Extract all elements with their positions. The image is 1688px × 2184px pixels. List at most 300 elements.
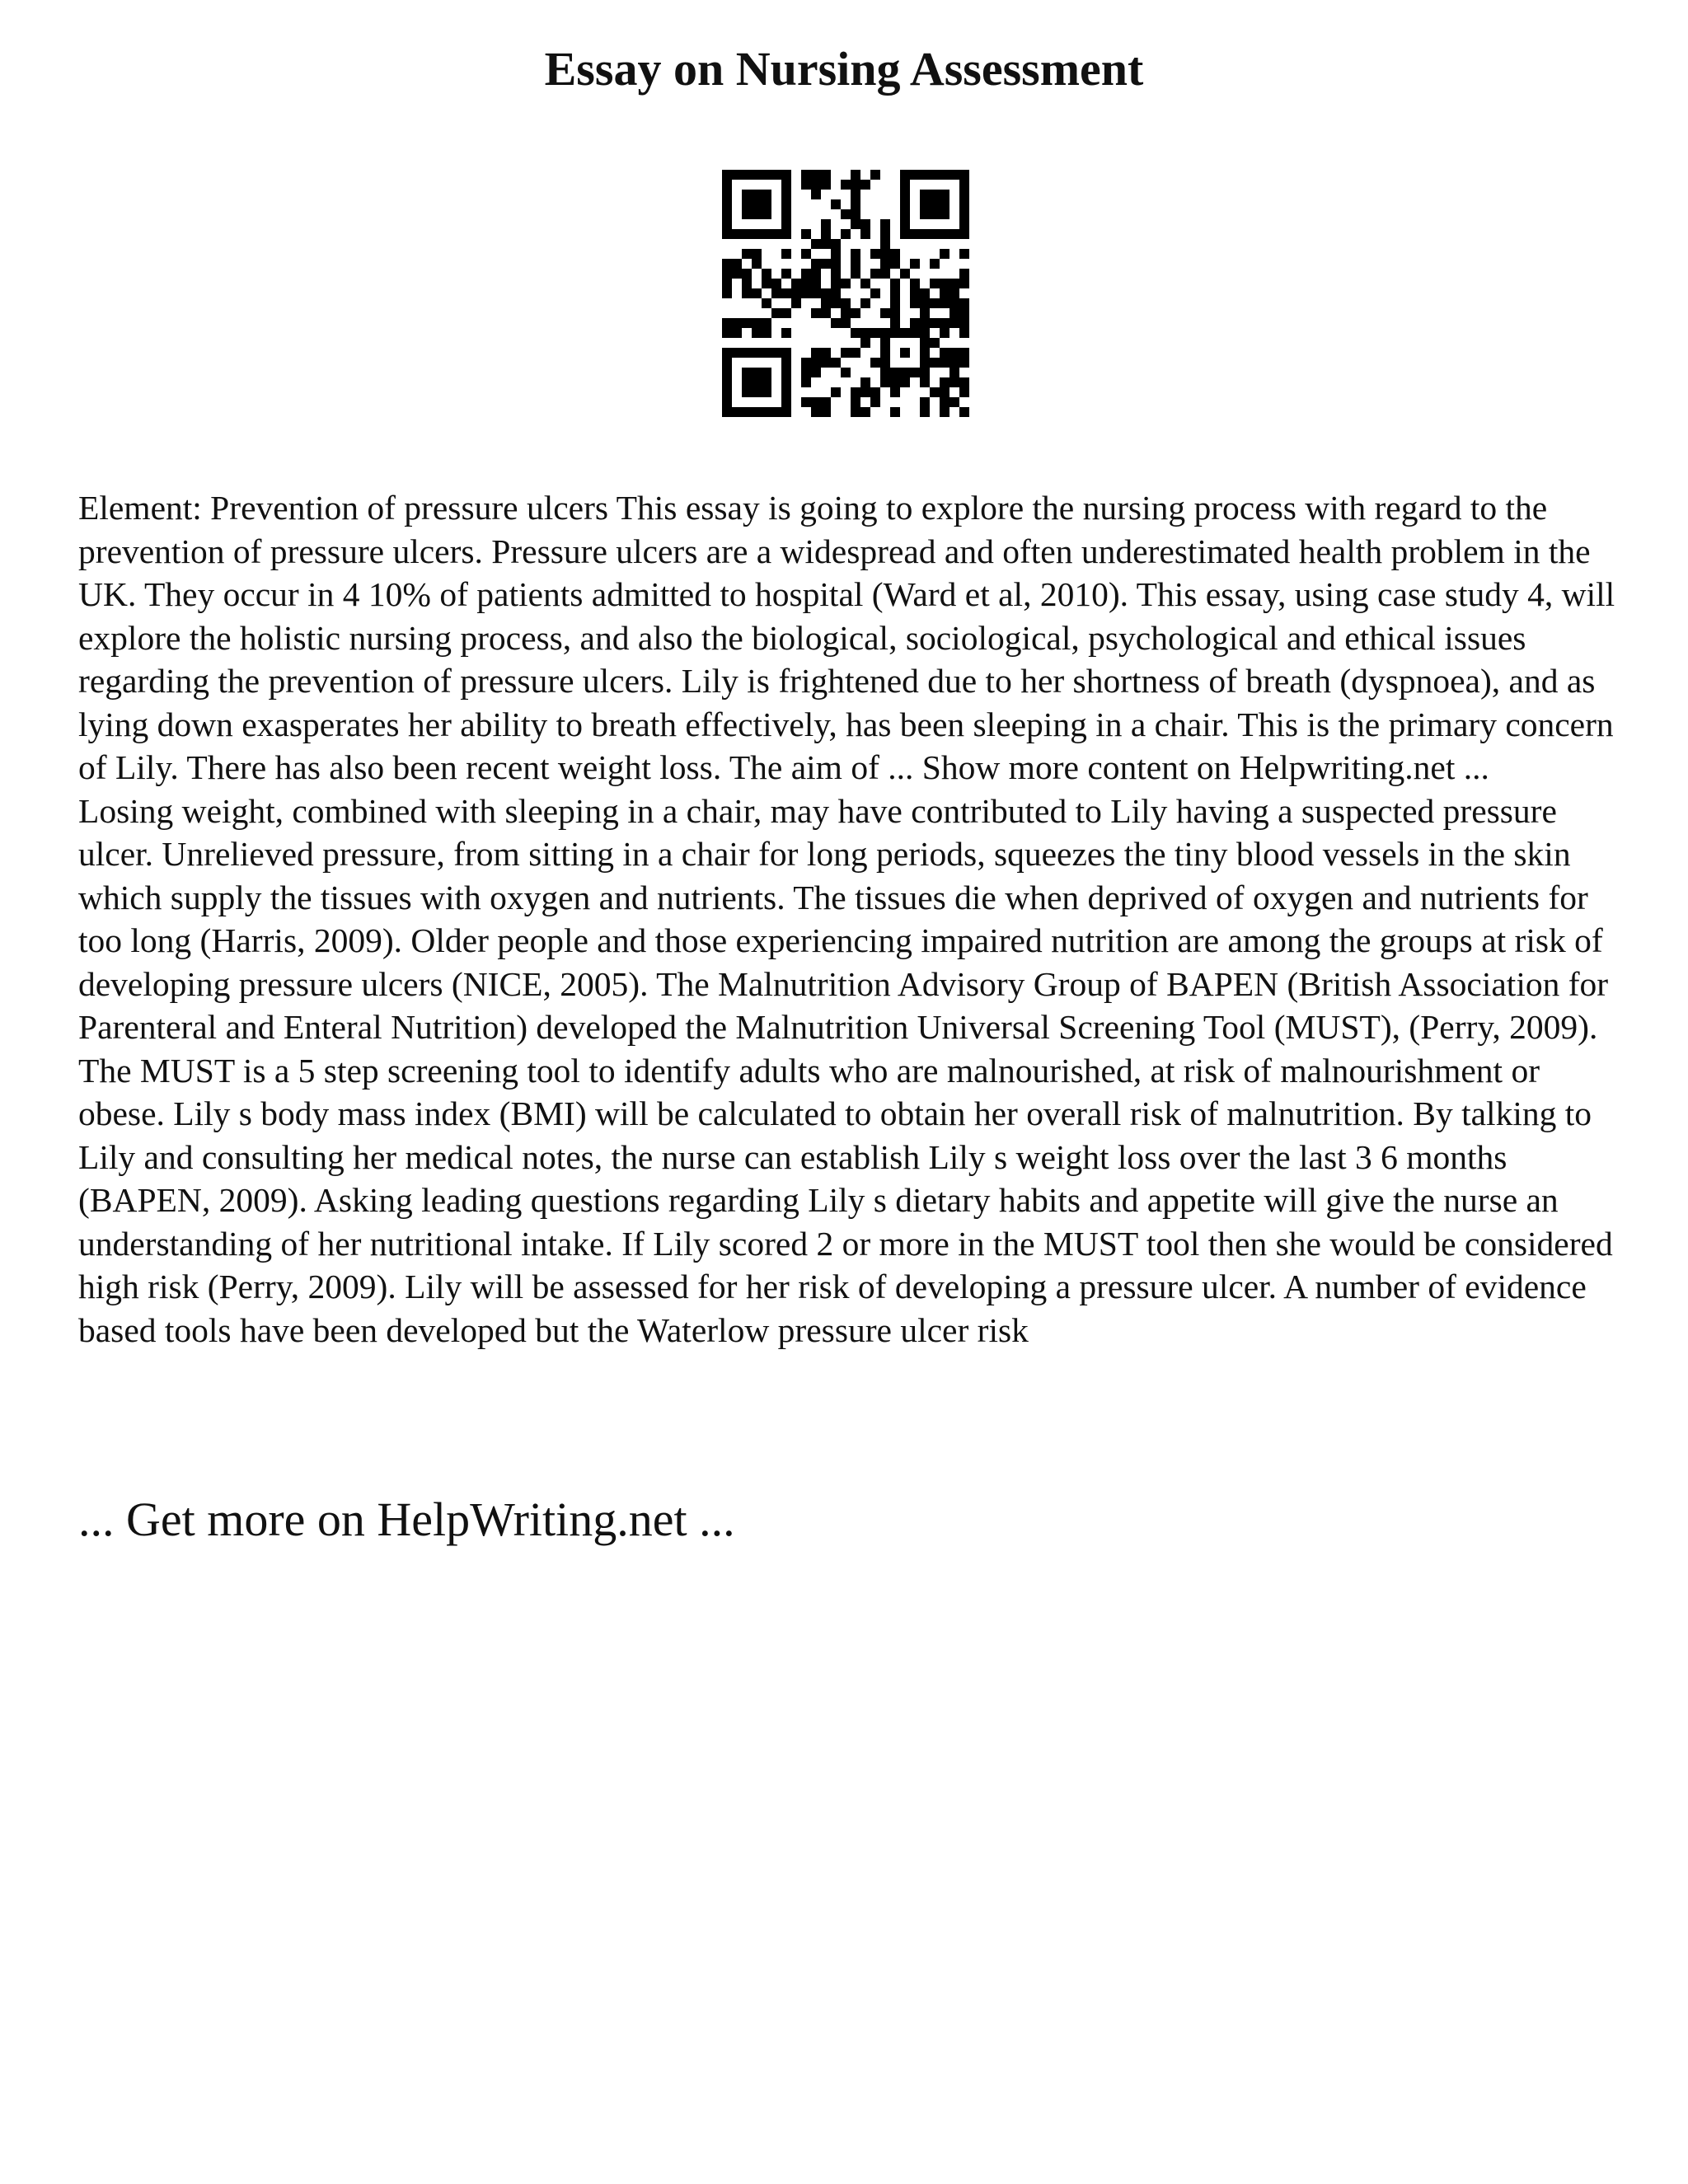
qr-module <box>910 288 920 298</box>
qr-module <box>841 229 851 239</box>
qr-module <box>781 229 791 239</box>
qr-module <box>811 190 821 199</box>
qr-module <box>890 407 900 417</box>
qr-module <box>860 328 870 338</box>
qr-module <box>890 288 900 298</box>
qr-module <box>870 288 880 298</box>
qr-module <box>959 387 969 397</box>
qr-module <box>762 387 771 397</box>
qr-module <box>781 308 791 318</box>
qr-module <box>781 348 791 358</box>
qr-module <box>959 209 969 219</box>
qr-module <box>959 348 969 358</box>
qr-module <box>860 407 870 417</box>
qr-module <box>841 180 851 190</box>
qr-module <box>890 377 900 387</box>
qr-module <box>851 348 860 358</box>
qr-module <box>762 298 771 308</box>
qr-module <box>742 249 752 259</box>
qr-module <box>920 288 930 298</box>
qr-module <box>851 328 860 338</box>
qr-module <box>851 308 860 318</box>
qr-module <box>732 348 742 358</box>
qr-module <box>732 170 742 180</box>
qr-module <box>959 308 969 318</box>
qr-module <box>900 170 910 180</box>
qr-module <box>910 328 920 338</box>
qr-module <box>781 209 791 219</box>
qr-module <box>762 170 771 180</box>
qr-module <box>811 407 821 417</box>
qr-module <box>752 209 762 219</box>
qr-module <box>851 219 860 229</box>
qr-module <box>851 209 860 219</box>
qr-module <box>722 368 732 377</box>
qr-module <box>742 199 752 209</box>
qr-module <box>890 328 900 338</box>
qr-module <box>940 229 950 239</box>
qr-module <box>781 387 791 397</box>
qr-module <box>950 279 959 288</box>
qr-module <box>920 358 930 368</box>
qr-module <box>870 269 880 279</box>
qr-module <box>900 219 910 229</box>
qr-module <box>752 259 762 269</box>
qr-module <box>910 229 920 239</box>
qr-module <box>959 249 969 259</box>
qr-module <box>851 199 860 209</box>
qr-module <box>801 170 811 180</box>
qr-module <box>959 199 969 209</box>
qr-module <box>940 298 950 308</box>
qr-module <box>930 209 940 219</box>
qr-module <box>722 377 732 387</box>
qr-module <box>890 279 900 288</box>
qr-module <box>801 397 811 407</box>
qr-module <box>742 288 752 298</box>
qr-module <box>880 368 890 377</box>
qr-module <box>959 358 969 368</box>
qr-module <box>880 358 890 368</box>
qr-module <box>870 170 880 180</box>
qr-module <box>781 377 791 387</box>
qr-module <box>910 368 920 377</box>
qr-module <box>821 219 831 229</box>
qr-module <box>860 279 870 288</box>
qr-module <box>732 229 742 239</box>
qr-module <box>811 308 821 318</box>
qr-module <box>781 249 791 259</box>
qr-module <box>920 298 930 308</box>
qr-module <box>940 249 950 259</box>
qr-module <box>801 288 811 298</box>
qr-module <box>811 269 821 279</box>
qr-module <box>851 269 860 279</box>
qr-module <box>752 368 762 377</box>
qr-module <box>910 259 920 269</box>
qr-module <box>821 170 831 180</box>
qr-module <box>771 407 781 417</box>
qr-module <box>950 298 959 308</box>
qr-module <box>880 219 890 229</box>
qr-module <box>930 190 940 199</box>
qr-module <box>959 229 969 239</box>
qr-module <box>940 279 950 288</box>
qr-module <box>851 170 860 180</box>
qr-module <box>890 259 900 269</box>
qr-module <box>940 397 950 407</box>
qr-module <box>781 269 791 279</box>
qr-module <box>851 397 860 407</box>
qr-module <box>722 170 732 180</box>
qr-module <box>752 190 762 199</box>
qr-module <box>722 397 732 407</box>
qr-module <box>781 407 791 417</box>
qr-module <box>762 279 771 288</box>
qr-module <box>900 269 910 279</box>
qr-module <box>831 259 841 269</box>
qr-module <box>801 368 811 377</box>
qr-module <box>752 328 762 338</box>
qr-module <box>851 180 860 190</box>
qr-module <box>851 249 860 259</box>
qr-module <box>791 279 801 288</box>
qr-module <box>890 368 900 377</box>
qr-module <box>959 407 969 417</box>
qr-module <box>811 239 821 249</box>
qr-module <box>841 348 851 358</box>
qr-module <box>722 209 732 219</box>
qr-module <box>742 190 752 199</box>
qr-module <box>771 308 781 318</box>
qr-module <box>821 259 831 269</box>
qr-module <box>910 279 920 288</box>
qr-module <box>722 269 732 279</box>
qr-module <box>801 229 811 239</box>
get-more-link[interactable]: ... Get more on HelpWriting.net ... <box>78 1493 735 1546</box>
qr-module <box>821 407 831 417</box>
qr-module <box>762 318 771 328</box>
qr-module <box>732 407 742 417</box>
qr-module <box>920 308 930 318</box>
qr-module <box>900 190 910 199</box>
qr-module <box>920 407 930 417</box>
qr-module <box>920 199 930 209</box>
qr-module <box>920 318 930 328</box>
qr-module <box>811 170 821 180</box>
qr-module <box>959 269 969 279</box>
qr-module <box>860 298 870 308</box>
qr-module <box>959 298 969 308</box>
qr-module <box>781 180 791 190</box>
qr-module <box>930 318 940 328</box>
qr-module <box>722 407 732 417</box>
qr-module <box>860 219 870 229</box>
qr-module <box>930 338 940 348</box>
qr-module <box>752 318 762 328</box>
qr-module <box>920 348 930 358</box>
qr-module <box>801 358 811 368</box>
qr-module <box>920 170 930 180</box>
qr-module <box>950 358 959 368</box>
qr-module <box>959 279 969 288</box>
qr-module <box>781 170 791 180</box>
essay-paragraph-2: Losing weight, combined with sleeping in a chair, may have contributed to Lily having a suspected pressure ulcer. Unrelieved pressure, from sitting in a chair for long periods, squeezes the tiny blood vessels in the skin which supply the tissues with oxygen and nutrients. The tissues die when deprived of oxygen and nutrients for too long (Harris, 2009). Older people and those experiencing impaired nutrition are among the groups at risk of developing pressure ulcers (NICE, 2005). The Malnutrition Advisory Group of BAPEN (British Association for Parenteral and Enteral Nutrition) developed the Malnutrition Universal Screening Tool (MUST), (Perry, 2009). The MUST is a 5 step screening tool to identify adults who are malnourished, at risk of malnourishment or obese. Lily s body mass index (BMI) will be calculated to obtain her overall risk of malnutrition. By talking to Lily and consulting her medical notes, the nurse can establish Lily s weight loss over the last 3 6 months (BAPEN, 2009). Asking leading questions regarding Lily s dietary habits and appetite will give the nurse an understanding of her nutritional intake. If Lily scored 2 or more in the MUST tool then she would be considered high risk (Perry, 2009). Lily will be assessed for her risk of developing a pressure ulcer. A number of evidence based tools have been developed but the Waterlow pressure ulcer risk <box>78 791 1613 1349</box>
qr-module <box>920 328 930 338</box>
qr-module <box>959 190 969 199</box>
qr-module <box>771 348 781 358</box>
qr-module <box>880 348 890 358</box>
qr-module <box>841 318 851 328</box>
qr-module <box>920 209 930 219</box>
qr-module <box>781 288 791 298</box>
qr-module <box>762 199 771 209</box>
qr-module <box>791 298 801 308</box>
qr-module <box>950 348 959 358</box>
qr-module <box>811 358 821 368</box>
qr-module <box>930 170 940 180</box>
qr-module <box>940 190 950 199</box>
qr-module <box>900 199 910 209</box>
qr-module <box>722 259 732 269</box>
qr-module <box>752 170 762 180</box>
qr-module <box>811 288 821 298</box>
qr-module <box>930 358 940 368</box>
qr-module <box>880 328 890 338</box>
qr-module <box>851 387 860 397</box>
qr-module <box>950 368 959 377</box>
qr-module <box>900 348 910 358</box>
qr-module <box>811 259 821 269</box>
qr-module <box>732 328 742 338</box>
qr-module <box>781 368 791 377</box>
qr-module <box>959 318 969 328</box>
qr-module <box>722 358 732 368</box>
qr-module <box>920 229 930 239</box>
qr-module <box>771 279 781 288</box>
qr-module <box>722 190 732 199</box>
qr-module <box>752 249 762 259</box>
qr-module <box>851 190 860 199</box>
qr-module <box>900 377 910 387</box>
qr-module <box>781 358 791 368</box>
qr-module <box>950 308 959 318</box>
qr-module <box>742 170 752 180</box>
qr-module <box>821 397 831 407</box>
qr-module <box>752 348 762 358</box>
qr-module <box>959 219 969 229</box>
qr-module <box>940 328 950 338</box>
qr-module <box>762 209 771 219</box>
qr-module <box>742 348 752 358</box>
qr-module <box>870 387 880 397</box>
qr-module <box>920 338 930 348</box>
qr-module <box>940 407 950 417</box>
qr-module <box>752 377 762 387</box>
qr-module <box>950 229 959 239</box>
qr-module <box>900 180 910 190</box>
qr-module <box>831 279 841 288</box>
qr-module <box>940 377 950 387</box>
qr-module <box>900 328 910 338</box>
qr-module <box>722 219 732 229</box>
qr-module <box>801 279 811 288</box>
qr-module <box>811 368 821 377</box>
qr-module <box>781 219 791 229</box>
qr-module <box>910 318 920 328</box>
qr-module <box>722 199 732 209</box>
qr-module <box>880 308 890 318</box>
qr-module <box>930 259 940 269</box>
qr-module <box>781 397 791 407</box>
qr-module <box>811 348 821 358</box>
qr-module <box>762 348 771 358</box>
qr-module <box>860 229 870 239</box>
qr-module <box>732 269 742 279</box>
qr-module <box>940 199 950 209</box>
qr-module <box>742 368 752 377</box>
qr-module <box>722 348 732 358</box>
qr-module <box>722 387 732 397</box>
qr-module <box>860 377 870 387</box>
qr-module <box>762 328 771 338</box>
qr-module <box>722 288 732 298</box>
qr-module <box>811 397 821 407</box>
qr-module <box>742 318 752 328</box>
qr-module <box>880 249 890 259</box>
qr-module <box>860 338 870 348</box>
qr-module <box>831 199 841 209</box>
qr-module <box>831 269 841 279</box>
qr-module <box>920 397 930 407</box>
qr-module <box>732 259 742 269</box>
qr-module <box>930 229 940 239</box>
qr-module <box>959 328 969 338</box>
qr-module <box>940 348 950 358</box>
qr-module <box>860 180 870 190</box>
qr-module <box>940 358 950 368</box>
qr-module <box>742 407 752 417</box>
page-title: Essay on Nursing Assessment <box>544 42 1144 96</box>
qr-module <box>870 358 880 368</box>
qr-module <box>722 328 732 338</box>
qr-module <box>821 358 831 368</box>
qr-module <box>841 209 851 219</box>
qr-module <box>821 348 831 358</box>
qr-module <box>722 229 732 239</box>
qr-module <box>851 259 860 269</box>
qr-module <box>940 318 950 328</box>
qr-module <box>870 249 880 259</box>
qr-module <box>752 229 762 239</box>
qr-module <box>742 209 752 219</box>
qr-module <box>752 199 762 209</box>
qr-module <box>900 368 910 377</box>
qr-module <box>742 269 752 279</box>
qr-module <box>762 190 771 199</box>
qr-module <box>959 170 969 180</box>
qr-module <box>890 387 900 397</box>
qr-module <box>762 229 771 239</box>
qr-module <box>831 318 841 328</box>
qr-module <box>851 407 860 417</box>
qr-module <box>831 288 841 298</box>
qr-module <box>900 209 910 219</box>
qr-module <box>722 279 732 288</box>
qr-module <box>811 180 821 190</box>
qr-module <box>752 288 762 298</box>
qr-module <box>821 308 831 318</box>
qr-module <box>742 279 752 288</box>
qr-module <box>821 180 831 190</box>
qr-module <box>880 269 890 279</box>
qr-module <box>950 377 959 387</box>
qr-module <box>831 387 841 397</box>
qr-module <box>930 199 940 209</box>
qr-module <box>831 249 841 259</box>
qr-module <box>722 318 732 328</box>
qr-module <box>771 288 781 298</box>
qr-module <box>860 387 870 397</box>
qr-module <box>821 298 831 308</box>
qr-module <box>930 387 940 397</box>
qr-module <box>910 298 920 308</box>
qr-module <box>930 279 940 288</box>
qr-module <box>771 229 781 239</box>
qr-module <box>811 279 821 288</box>
qr-module <box>940 288 950 298</box>
qr-module <box>880 239 890 249</box>
qr-module <box>950 397 959 407</box>
qr-module <box>732 318 742 328</box>
qr-module <box>841 298 851 308</box>
qr-module <box>920 377 930 387</box>
qr-module <box>801 269 811 279</box>
qr-module <box>890 298 900 308</box>
qr-module <box>841 368 851 377</box>
qr-module <box>841 279 851 288</box>
qr-module <box>831 239 841 249</box>
qr-module <box>959 377 969 387</box>
qr-module <box>821 239 831 249</box>
qr-code-icon <box>722 170 969 417</box>
qr-module <box>821 229 831 239</box>
qr-module <box>890 308 900 318</box>
qr-module <box>762 368 771 377</box>
qr-module <box>771 170 781 180</box>
qr-module <box>920 368 930 377</box>
qr-module <box>920 190 930 199</box>
qr-module <box>781 199 791 209</box>
qr-module <box>742 387 752 397</box>
qr-module <box>801 180 811 190</box>
qr-module <box>791 288 801 298</box>
qr-module <box>831 298 841 308</box>
qr-module <box>801 377 811 387</box>
qr-module <box>831 358 841 368</box>
qr-module <box>880 338 890 348</box>
qr-module <box>752 387 762 397</box>
qr-module <box>781 328 791 338</box>
qr-module <box>870 397 880 407</box>
qr-module <box>890 318 900 328</box>
qr-module <box>880 259 890 269</box>
qr-module <box>870 328 880 338</box>
qr-module <box>900 229 910 239</box>
qr-module <box>841 308 851 318</box>
qr-module <box>950 170 959 180</box>
qr-module <box>950 288 959 298</box>
